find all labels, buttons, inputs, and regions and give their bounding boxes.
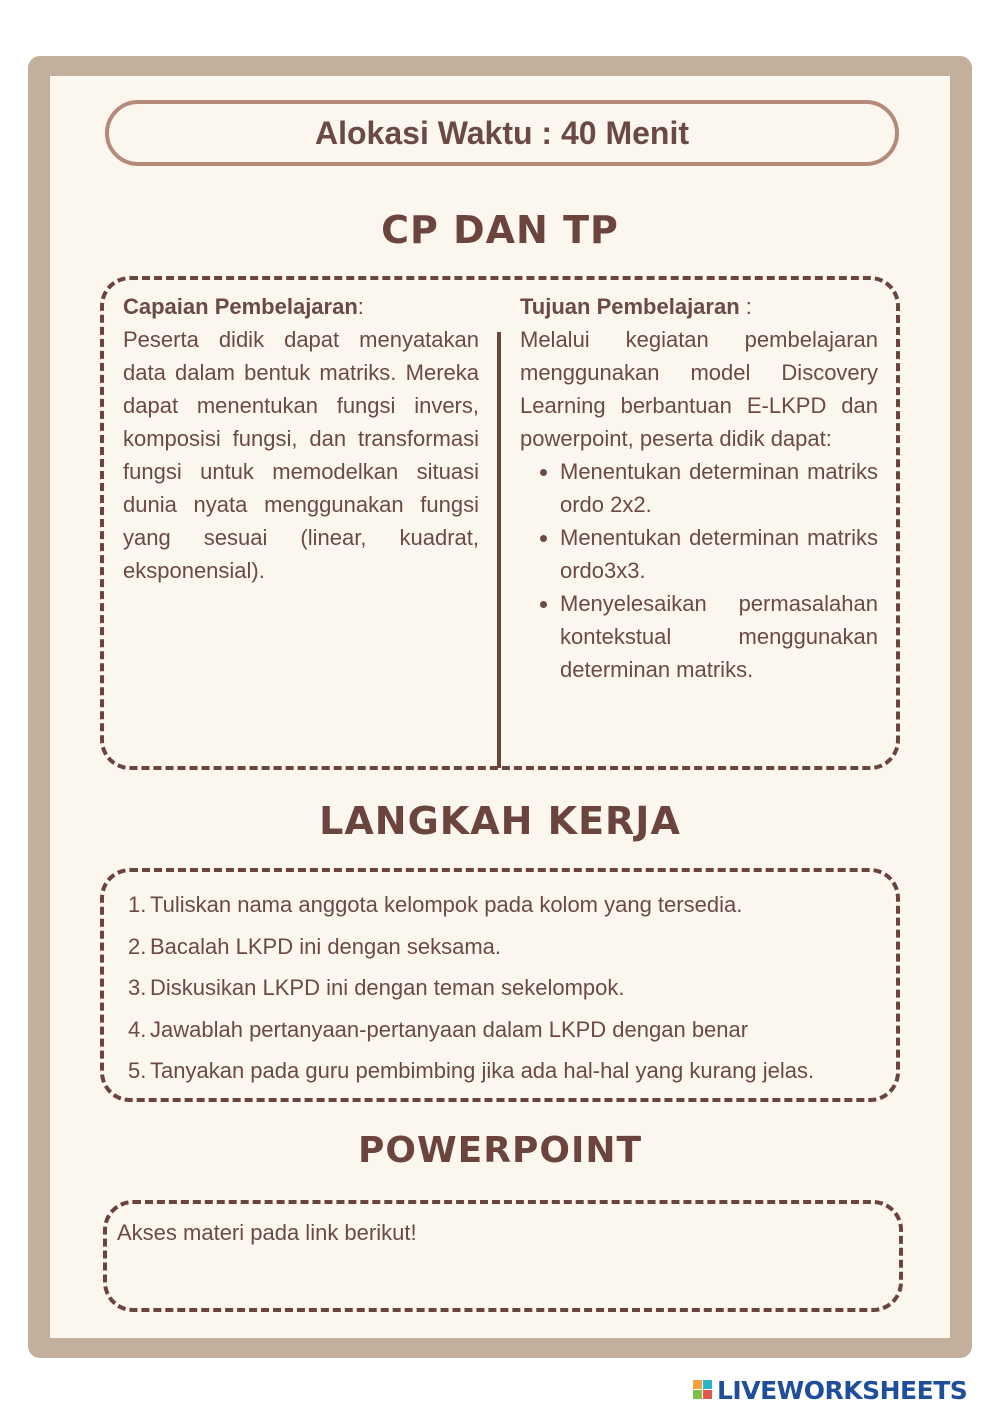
cp-tp-heading: CP DAN TP xyxy=(381,208,619,252)
column-divider xyxy=(497,332,501,768)
step-text: Bacalah LKPD ini dengan seksama. xyxy=(150,933,501,959)
step-number: 5. xyxy=(128,1058,147,1083)
step-item xyxy=(128,1009,898,1051)
step-number: 3. xyxy=(128,975,147,1000)
steps-list xyxy=(128,884,898,1092)
tujuan-intro: Melalui kegiatan pembelajaran menggunakan model Discovery Learning berbantuan E-LKPD dan powerpoint, peserta didik dapat: xyxy=(520,327,878,451)
langkah-kerja-heading: LANGKAH KERJA xyxy=(319,799,681,843)
step-text: Diskusikan LKPD ini dengan teman sekelompok. xyxy=(150,975,625,1000)
powerpoint-heading: POWERPOINT xyxy=(357,1130,643,1171)
tujuan-title-colon: : xyxy=(739,294,752,319)
tujuan-item: • Menentukan determinan matriks ordo3x3. xyxy=(560,521,878,587)
powerpoint-link-text: Akses materi pada link berikut! xyxy=(117,1220,417,1245)
tujuan-column xyxy=(520,290,878,686)
tujuan-list xyxy=(520,455,878,686)
tujuan-title: Tujuan Pembelajaran xyxy=(520,294,740,319)
step-item xyxy=(128,884,898,926)
tujuan-item: • Menentukan determinan matriks ordo 2x2. xyxy=(560,455,878,521)
step-item xyxy=(128,926,898,968)
liveworksheets-logo-icon xyxy=(693,1378,713,1402)
step-number: 1. xyxy=(128,892,147,917)
brand-name: LIVEWORKSHEETS xyxy=(717,1375,968,1405)
capaian-column xyxy=(123,290,479,587)
step-text: Tuliskan nama anggota kelompok pada kolom yang tersedia. xyxy=(150,892,743,917)
capaian-text: Peserta didik dapat menyatakan data dalam bentuk matriks. Mereka dapat menentukan fungsi invers, komposisi fungsi, dan transformasi fungsi untuk memodelkan situasi dunia nyata menggunakan fungsi yang sesuai (linear, kuadrat, eksponensial). xyxy=(123,327,479,583)
liveworksheets-brand[interactable] xyxy=(693,1376,967,1404)
time-allocation-text: Alokasi Waktu : 40 Menit xyxy=(315,114,689,151)
capaian-title-colon: : xyxy=(357,294,364,319)
tujuan-item: • Menyelesaikan permasalahan kontekstual menggunakan determinan matriks. xyxy=(560,587,878,686)
powerpoint-link-box[interactable] xyxy=(103,1200,903,1312)
capaian-title: Capaian Pembelajaran xyxy=(123,294,358,319)
step-text: Jawablah pertanyaan-pertanyaan dalam LKPD dengan benar xyxy=(150,1016,749,1042)
step-number: 2. xyxy=(128,933,147,959)
step-text: Tanyakan pada guru pembimbing jika ada hal-hal yang kurang jelas. xyxy=(150,1058,815,1083)
time-allocation-box xyxy=(105,100,899,166)
step-item xyxy=(128,967,898,1009)
step-number: 4. xyxy=(128,1016,147,1042)
step-item xyxy=(128,1050,898,1092)
